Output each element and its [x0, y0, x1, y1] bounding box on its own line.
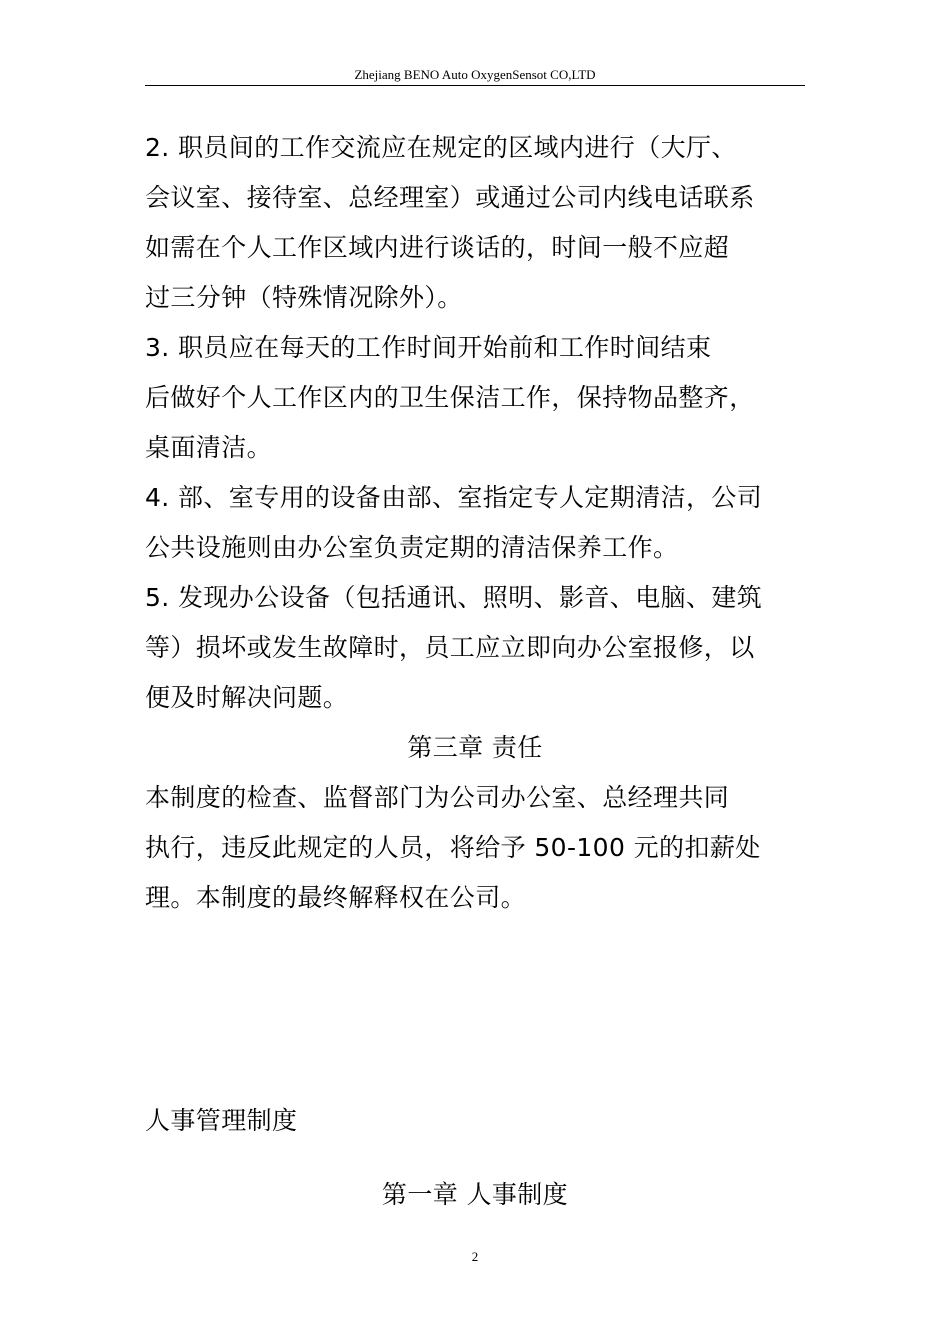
item-5-line-2: 等）损坏或发生故障时，员工应立即向办公室报修，以 — [145, 633, 755, 662]
item-2-line-4: 过三分钟（特殊情况除外）。 — [145, 283, 463, 312]
item-4-line-2: 公共设施则由办公室负责定期的清洁保养工作。 — [145, 533, 679, 562]
item-3-line-3: 桌面清洁。 — [145, 433, 273, 462]
chapter-3-text-line-2: 执行，违反此规定的人员，将给予 50-100 元的扣薪处 — [145, 833, 761, 862]
item-3-line-1: 3. 职员应在每天的工作时间开始前和工作时间结束 — [145, 333, 712, 362]
item-4-line-1: 4. 部、室专用的设备由部、室指定专人定期清洁，公司 — [145, 483, 763, 512]
chapter-1-heading: 第一章 人事制度 — [381, 1180, 569, 1209]
chapter-3-text-line-3: 理。本制度的最终解释权在公司。 — [145, 883, 527, 912]
section-title: 人事管理制度 — [145, 1106, 298, 1135]
item-5-line-3: 便及时解决问题。 — [145, 683, 349, 712]
item-5-line-1: 5. 发现办公设备（包括通讯、照明、影音、电脑、建筑 — [145, 583, 763, 612]
item-2-line-2: 会议室、接待室、总经理室）或通过公司内线电话联系 — [145, 183, 755, 212]
page-header: Zhejiang BENO Auto OxygenSensot CO,LTD — [354, 67, 596, 82]
header-rule — [145, 85, 805, 86]
chapter-3-text-line-1: 本制度的检查、监督部门为公司办公室、总经理共同 — [145, 783, 730, 812]
item-2-line-3: 如需在个人工作区域内进行谈话的，时间一般不应超 — [145, 233, 730, 262]
item-3-line-2: 后做好个人工作区内的卫生保洁工作，保持物品整齐， — [145, 383, 755, 412]
chapter-3-heading: 第三章 责任 — [407, 733, 543, 762]
item-2-line-1: 2. 职员间的工作交流应在规定的区域内进行（大厅、 — [145, 133, 737, 162]
page-number: 2 — [471, 1249, 479, 1264]
